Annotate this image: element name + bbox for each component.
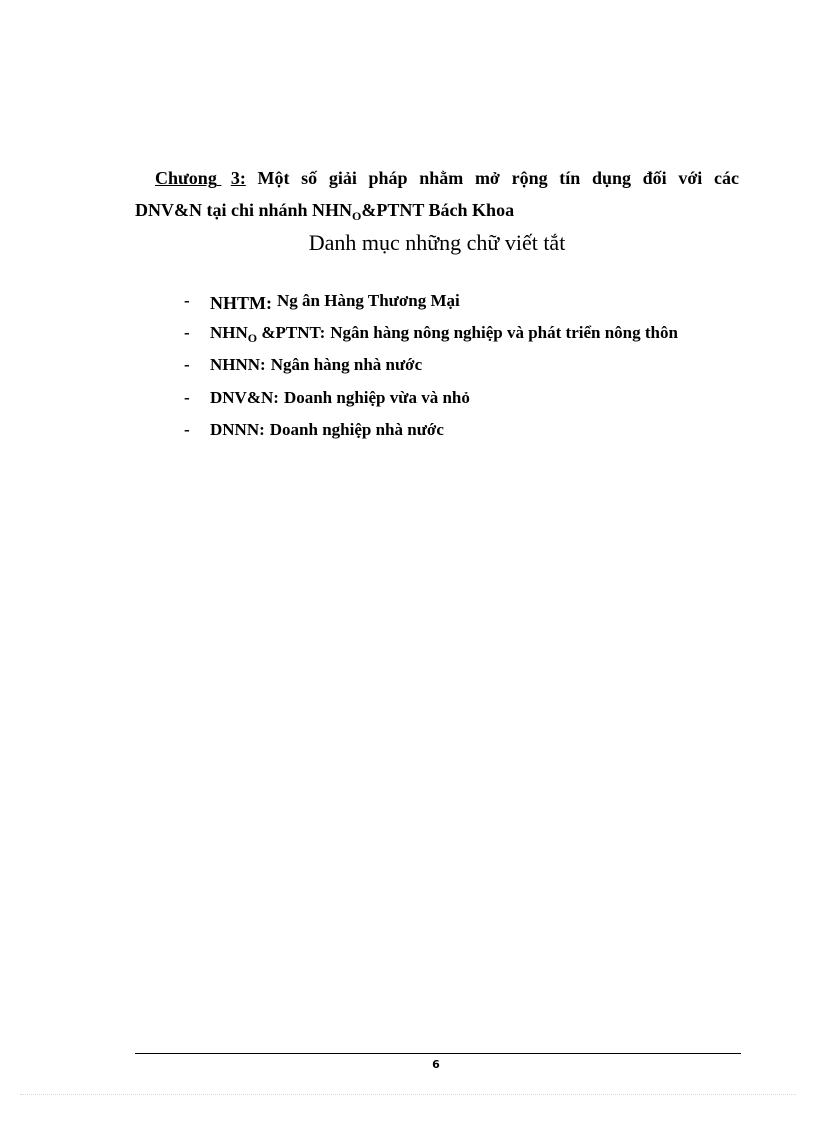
list-item: [184, 384, 678, 417]
list-bullet: -: [184, 291, 190, 310]
abbreviation-term: [210, 319, 325, 352]
heading-word: pháp: [368, 168, 408, 188]
abbreviation-term-subscript: O: [247, 330, 258, 345]
abbreviation-list: [184, 286, 678, 449]
heading-line2-suffix: &PTNT Bách Khoa: [361, 200, 515, 220]
chapter-label: Chưong: [155, 168, 217, 188]
chapter-number: 3:: [230, 168, 246, 188]
chapter-label-group: [135, 162, 246, 194]
list-item: [184, 351, 678, 384]
page-number: 6: [432, 1058, 440, 1071]
heading-word: mở: [474, 168, 500, 188]
heading-word: giải: [328, 168, 357, 188]
abbreviation-term: DNNN:: [210, 420, 265, 439]
abbreviation-meaning: Doanh nghiệp nhà nước: [269, 420, 444, 439]
chapter-heading-line-2: [135, 194, 739, 232]
abbreviation-term-suffix: &PTNT:: [261, 322, 326, 342]
heading-word: dụng: [591, 168, 631, 188]
list-item: [184, 286, 678, 319]
chapter-heading: [135, 162, 739, 232]
abbreviation-meaning: Ngân hàng nhà nước: [270, 355, 423, 374]
heading-line2-prefix: DNV&N tại chi nhánh NHN: [135, 200, 353, 220]
abbreviation-term: NHNN:: [210, 355, 266, 374]
list-item: [184, 416, 678, 449]
abbreviation-term-main: NHN: [210, 322, 248, 342]
heading-line2-subscript: O: [352, 209, 362, 223]
page-title: Danh mục những chữ viết tắt: [308, 230, 566, 255]
list-bullet: -: [184, 387, 190, 407]
list-bullet: -: [184, 355, 190, 374]
heading-word: với: [678, 168, 703, 188]
abbreviation-term: NHTM:: [210, 293, 272, 313]
list-item: [184, 319, 678, 352]
heading-word: số: [301, 168, 318, 188]
chapter-heading-line-1: [135, 162, 739, 194]
heading-word: rộng: [511, 168, 548, 188]
heading-word: nhằm: [419, 168, 464, 188]
heading-word: tín: [559, 168, 581, 188]
page-bottom-edge: [20, 1094, 796, 1095]
list-bullet: -: [184, 420, 190, 439]
heading-word: đối: [642, 168, 667, 188]
abbreviation-meaning: Ngân hàng nông nghiệp và phát triển nông thôn: [330, 322, 678, 342]
footer-divider: [135, 1053, 741, 1054]
heading-word: Một: [257, 168, 290, 188]
list-bullet: -: [184, 322, 190, 342]
abbreviation-meaning: Doanh nghiệp vừa và nhỏ: [283, 387, 470, 407]
chapter-label-gap: [217, 162, 231, 194]
abbreviation-meaning: Ng ân Hàng Thương Mại: [277, 291, 460, 310]
heading-word: các: [713, 168, 739, 188]
abbreviation-term: DNV&N:: [210, 387, 279, 407]
